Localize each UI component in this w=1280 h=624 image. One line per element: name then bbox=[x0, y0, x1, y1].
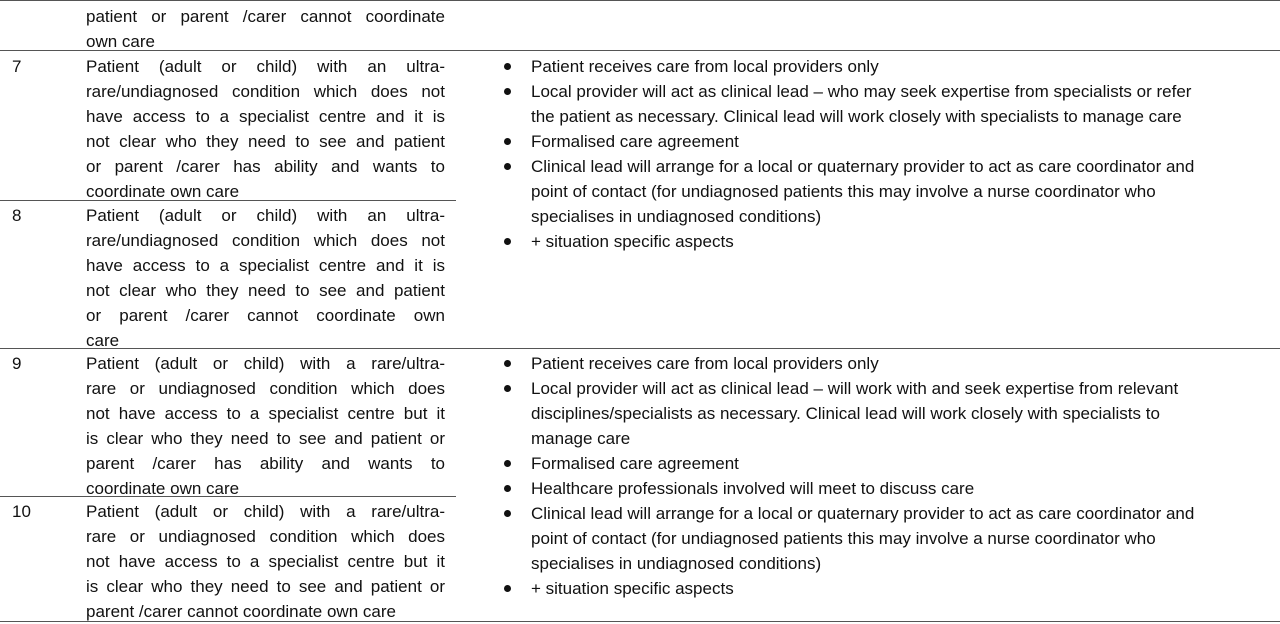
description-line: coordinate own care bbox=[86, 479, 240, 498]
list-item bbox=[498, 451, 1268, 476]
description-line: not clear who they need to see and patient bbox=[86, 281, 445, 300]
bullet-icon bbox=[504, 510, 511, 517]
description-line: Patient (adult or child) with a rare/ultra- bbox=[86, 502, 445, 521]
description-line: not clear who they need to see and patient bbox=[86, 132, 445, 151]
description-line: parent /carer has ability and wants to bbox=[86, 454, 445, 473]
bullet-text: the patient as necessary. Clinical lead will work closely with specialists to manage care bbox=[531, 107, 1182, 126]
row-10-description bbox=[86, 499, 445, 624]
bullet-text: + situation specific aspects bbox=[531, 232, 734, 251]
description-line: is clear who they need to see and patient or bbox=[86, 429, 445, 448]
bullet-icon bbox=[504, 460, 511, 467]
bullet-text: + situation specific aspects bbox=[531, 579, 734, 598]
description-line: coordinate own care bbox=[86, 182, 240, 201]
bullet-icon bbox=[504, 485, 511, 492]
description-line: care bbox=[86, 331, 120, 350]
row-number: 9 bbox=[12, 354, 22, 373]
bullet-icon bbox=[504, 138, 511, 145]
row-number: 10 bbox=[12, 502, 31, 521]
bullet-icon bbox=[504, 88, 511, 95]
bullet-text: Clinical lead will arrange for a local or quaternary provider to act as care coordinator and bbox=[531, 504, 1195, 523]
bullet-icon bbox=[504, 63, 511, 70]
description-line: not have access to a specialist centre but it bbox=[86, 404, 445, 423]
row-7-description bbox=[86, 54, 445, 204]
row-number: 8 bbox=[12, 206, 22, 225]
description-line: rare/undiagnosed condition which does not bbox=[86, 231, 445, 250]
bullet-text: point of contact (for undiagnosed patients this may involve a nurse coordinator who bbox=[531, 182, 1156, 201]
bullet-text: specialises in undiagnosed conditions) bbox=[531, 207, 822, 226]
bullet-text: Local provider will act as clinical lead – who may seek expertise from specialists or refer bbox=[531, 82, 1192, 101]
description-line: or parent /carer has ability and wants to bbox=[86, 157, 445, 176]
list-item bbox=[498, 54, 1268, 79]
description-line: Patient (adult or child) with an ultra- bbox=[86, 206, 445, 225]
bullet-text: Patient receives care from local providers only bbox=[531, 57, 879, 76]
bullet-text: Local provider will act as clinical lead – will work with and seek expertise from relevant bbox=[531, 379, 1179, 398]
description-line: rare or undiagnosed condition which does bbox=[86, 527, 445, 546]
list-item bbox=[498, 576, 1268, 601]
description-line: is clear who they need to see and patient or bbox=[86, 577, 445, 596]
bullet-text: point of contact (for undiagnosed patients this may involve a nurse coordinator who bbox=[531, 529, 1156, 548]
table-top-rule bbox=[0, 0, 1280, 1]
bullet-text: disciplines/specialists as necessary. Clinical lead will work closely with specialists to bbox=[531, 404, 1160, 423]
description-line: have access to a specialist centre and it is bbox=[86, 256, 445, 275]
bullet-text: specialises in undiagnosed conditions) bbox=[531, 554, 822, 573]
description-line: or parent /carer cannot coordinate own bbox=[86, 306, 445, 325]
list-item bbox=[498, 376, 1268, 451]
description-line: Patient (adult or child) with a rare/ultra- bbox=[86, 354, 445, 373]
bullet-icon bbox=[504, 238, 511, 245]
row-9-description bbox=[86, 351, 445, 501]
list-item bbox=[498, 79, 1268, 129]
bullet-text: Healthcare professionals involved will meet to discuss care bbox=[531, 479, 975, 498]
bullet-icon bbox=[504, 385, 511, 392]
description-line: patient or parent /carer cannot coordinate bbox=[86, 7, 445, 26]
description-line: not have access to a specialist centre but it bbox=[86, 552, 445, 571]
row-continuation-description bbox=[86, 4, 445, 54]
care-model-list-7-8 bbox=[498, 54, 1268, 254]
list-item bbox=[498, 229, 1268, 254]
bullet-text: Clinical lead will arrange for a local or quaternary provider to act as care coordinator and bbox=[531, 157, 1195, 176]
bullet-icon bbox=[504, 585, 511, 592]
description-line: own care bbox=[86, 32, 155, 51]
bullet-text: Formalised care agreement bbox=[531, 132, 739, 151]
bullet-text: Patient receives care from local providers only bbox=[531, 354, 879, 373]
row-8-description bbox=[86, 203, 445, 353]
description-line: Patient (adult or child) with an ultra- bbox=[86, 57, 445, 76]
bullet-icon bbox=[504, 163, 511, 170]
list-item bbox=[498, 154, 1268, 229]
bullet-text: manage care bbox=[531, 429, 631, 448]
description-line: have access to a specialist centre and it is bbox=[86, 107, 445, 126]
row-number: 7 bbox=[12, 57, 22, 76]
description-line: rare or undiagnosed condition which does bbox=[86, 379, 445, 398]
bullet-icon bbox=[504, 360, 511, 367]
bullet-text: Formalised care agreement bbox=[531, 454, 739, 473]
description-line: rare/undiagnosed condition which does not bbox=[86, 82, 445, 101]
description-line: parent /carer cannot coordinate own care bbox=[86, 602, 396, 621]
list-item bbox=[498, 476, 1268, 501]
care-model-list-9-10 bbox=[498, 351, 1268, 601]
list-item bbox=[498, 501, 1268, 576]
list-item bbox=[498, 129, 1268, 154]
list-item bbox=[498, 351, 1268, 376]
